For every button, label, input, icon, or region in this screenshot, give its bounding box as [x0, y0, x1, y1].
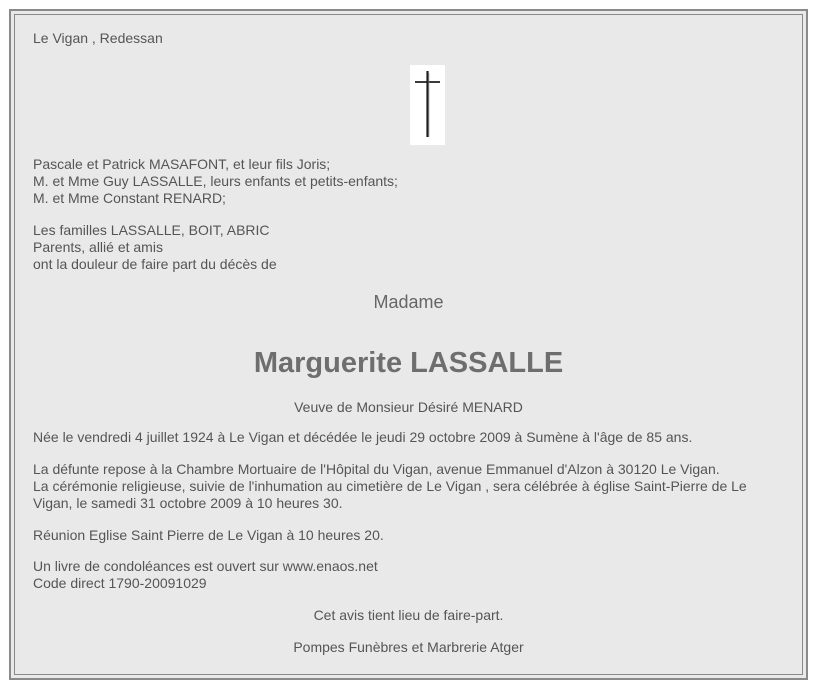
condolence-line: Code direct 1790-20091029	[33, 575, 207, 591]
honorific-title: Madame	[373, 292, 444, 312]
family-block	[33, 156, 784, 207]
meeting-text: Réunion Eglise Saint Pierre de Le Vigan à 10 heures 20.	[33, 527, 384, 543]
relatives-block	[33, 222, 784, 273]
obituary-panel	[14, 14, 803, 675]
cross-icon	[410, 65, 445, 145]
relatives-line: Les familles LASSALLE, BOIT, ABRIC	[33, 222, 270, 238]
relatives-line: ont la douleur de faire part du décès de	[33, 256, 277, 272]
ceremony-line: Vigan, le samedi 31 octobre 2009 à 10 heures 30.	[33, 495, 343, 511]
family-line: M. et Mme Constant RENARD;	[33, 190, 226, 206]
ceremony-line: La défunte repose à la Chambre Mortuaire de l'Hôpital du Vigan, avenue Emmanuel d'Alzon à 30120 Le Vigan.	[33, 461, 720, 477]
ceremony-line: La cérémonie religieuse, suivie de l'inhumation au cimetière de Le Vigan , sera célébrée à église Saint-Pierre de Le	[33, 478, 747, 494]
location-text: Le Vigan , Redessan	[33, 30, 163, 46]
condolence-line: Un livre de condoléances est ouvert sur www.enaos.net	[33, 558, 378, 574]
ceremony-block	[33, 461, 784, 512]
family-line: M. et Mme Guy LASSALLE, leurs enfants et petits-enfants;	[33, 173, 398, 189]
birth-death-text: Née le vendredi 4 juillet 1924 à Le Vigan et décédée le jeudi 29 octobre 2009 à Sumène à l'âge de 85 ans.	[33, 429, 693, 445]
notice-text: Cet avis tient lieu de faire-part.	[313, 607, 504, 623]
deceased-name: Marguerite LASSALLE	[253, 347, 564, 379]
condolence-block	[33, 558, 784, 592]
obituary-frame	[9, 9, 808, 680]
widow-of-text: Veuve de Monsieur Désiré MENARD	[294, 399, 523, 415]
family-line: Pascale et Patrick MASAFONT, et leur fils Joris;	[33, 156, 331, 172]
relatives-line: Parents, allié et amis	[33, 239, 163, 255]
funeral-home-text: Pompes Funèbres et Marbrerie Atger	[293, 639, 524, 655]
